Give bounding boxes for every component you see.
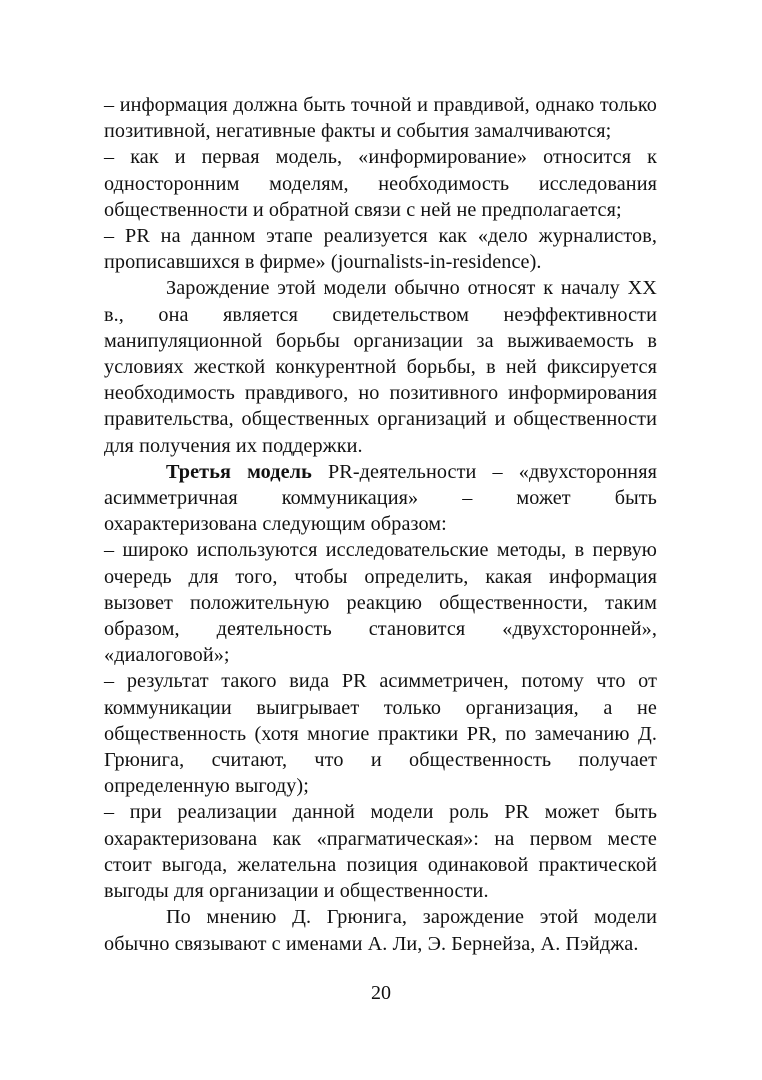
list-item: – результат такого вида PR асимметричен, потому что от коммуникации выигрывает только организация, а не общественность (хотя многие практики PR, по замечанию Д. Грюнига, считают, что и общественность получает определенную выгоду);	[104, 670, 657, 798]
third-model-description: PR-деятельности – «двухсторонняя асимметричная коммуникация» – может быть охарактеризована следующим образом:	[104, 460, 657, 536]
list-item: – как и первая модель, «информирование» относится к односторонним моделям, необходимость исследования общественности и обратной связи с ней не предполагается;	[104, 146, 657, 221]
list-item: – PR на данном этапе реализуется как «дело журналистов, прописавшихся в фирме» (journalists-in-residence).	[104, 225, 657, 274]
paragraph-model-origin: Зарождение этой модели обычно относят к началу XX в., она является свидетельством неэффективности манипуляционной борьбы организации за выживаемость в условиях жесткой конкурентной борьбы, в ней фиксируется необходимость правдивого, но позитивного информирования правительства, общественных организаций и общественности для получения их поддержки.	[104, 277, 657, 457]
paragraph-third-model	[104, 459, 657, 538]
third-model-heading: Третья модель	[166, 460, 312, 483]
page-number: 20	[371, 982, 391, 1004]
paragraph-grunig: По мнению Д. Грюнига, зарождение этой модели обычно связывают с именами А. Ли, Э. Бернейза, А. Пэйджа.	[104, 906, 657, 955]
list-item: – широко используются исследовательские методы, в первую очередь для того, чтобы определить, какая информация вызовет положительную реакцию общественности, таким образом, деятельность становится «двухсторонней», «диалоговой»;	[104, 539, 657, 667]
list-item: – информация должна быть точной и правдивой, однако только позитивной, негативные факты и события замалчиваются;	[104, 94, 657, 143]
body-text	[104, 92, 657, 957]
list-item: – при реализации данной модели роль PR может быть охарактеризована как «прагматическая»: на первом месте стоит выгода, желательна позиция одинаковой практической выгоды для организации и общественности.	[104, 801, 657, 903]
